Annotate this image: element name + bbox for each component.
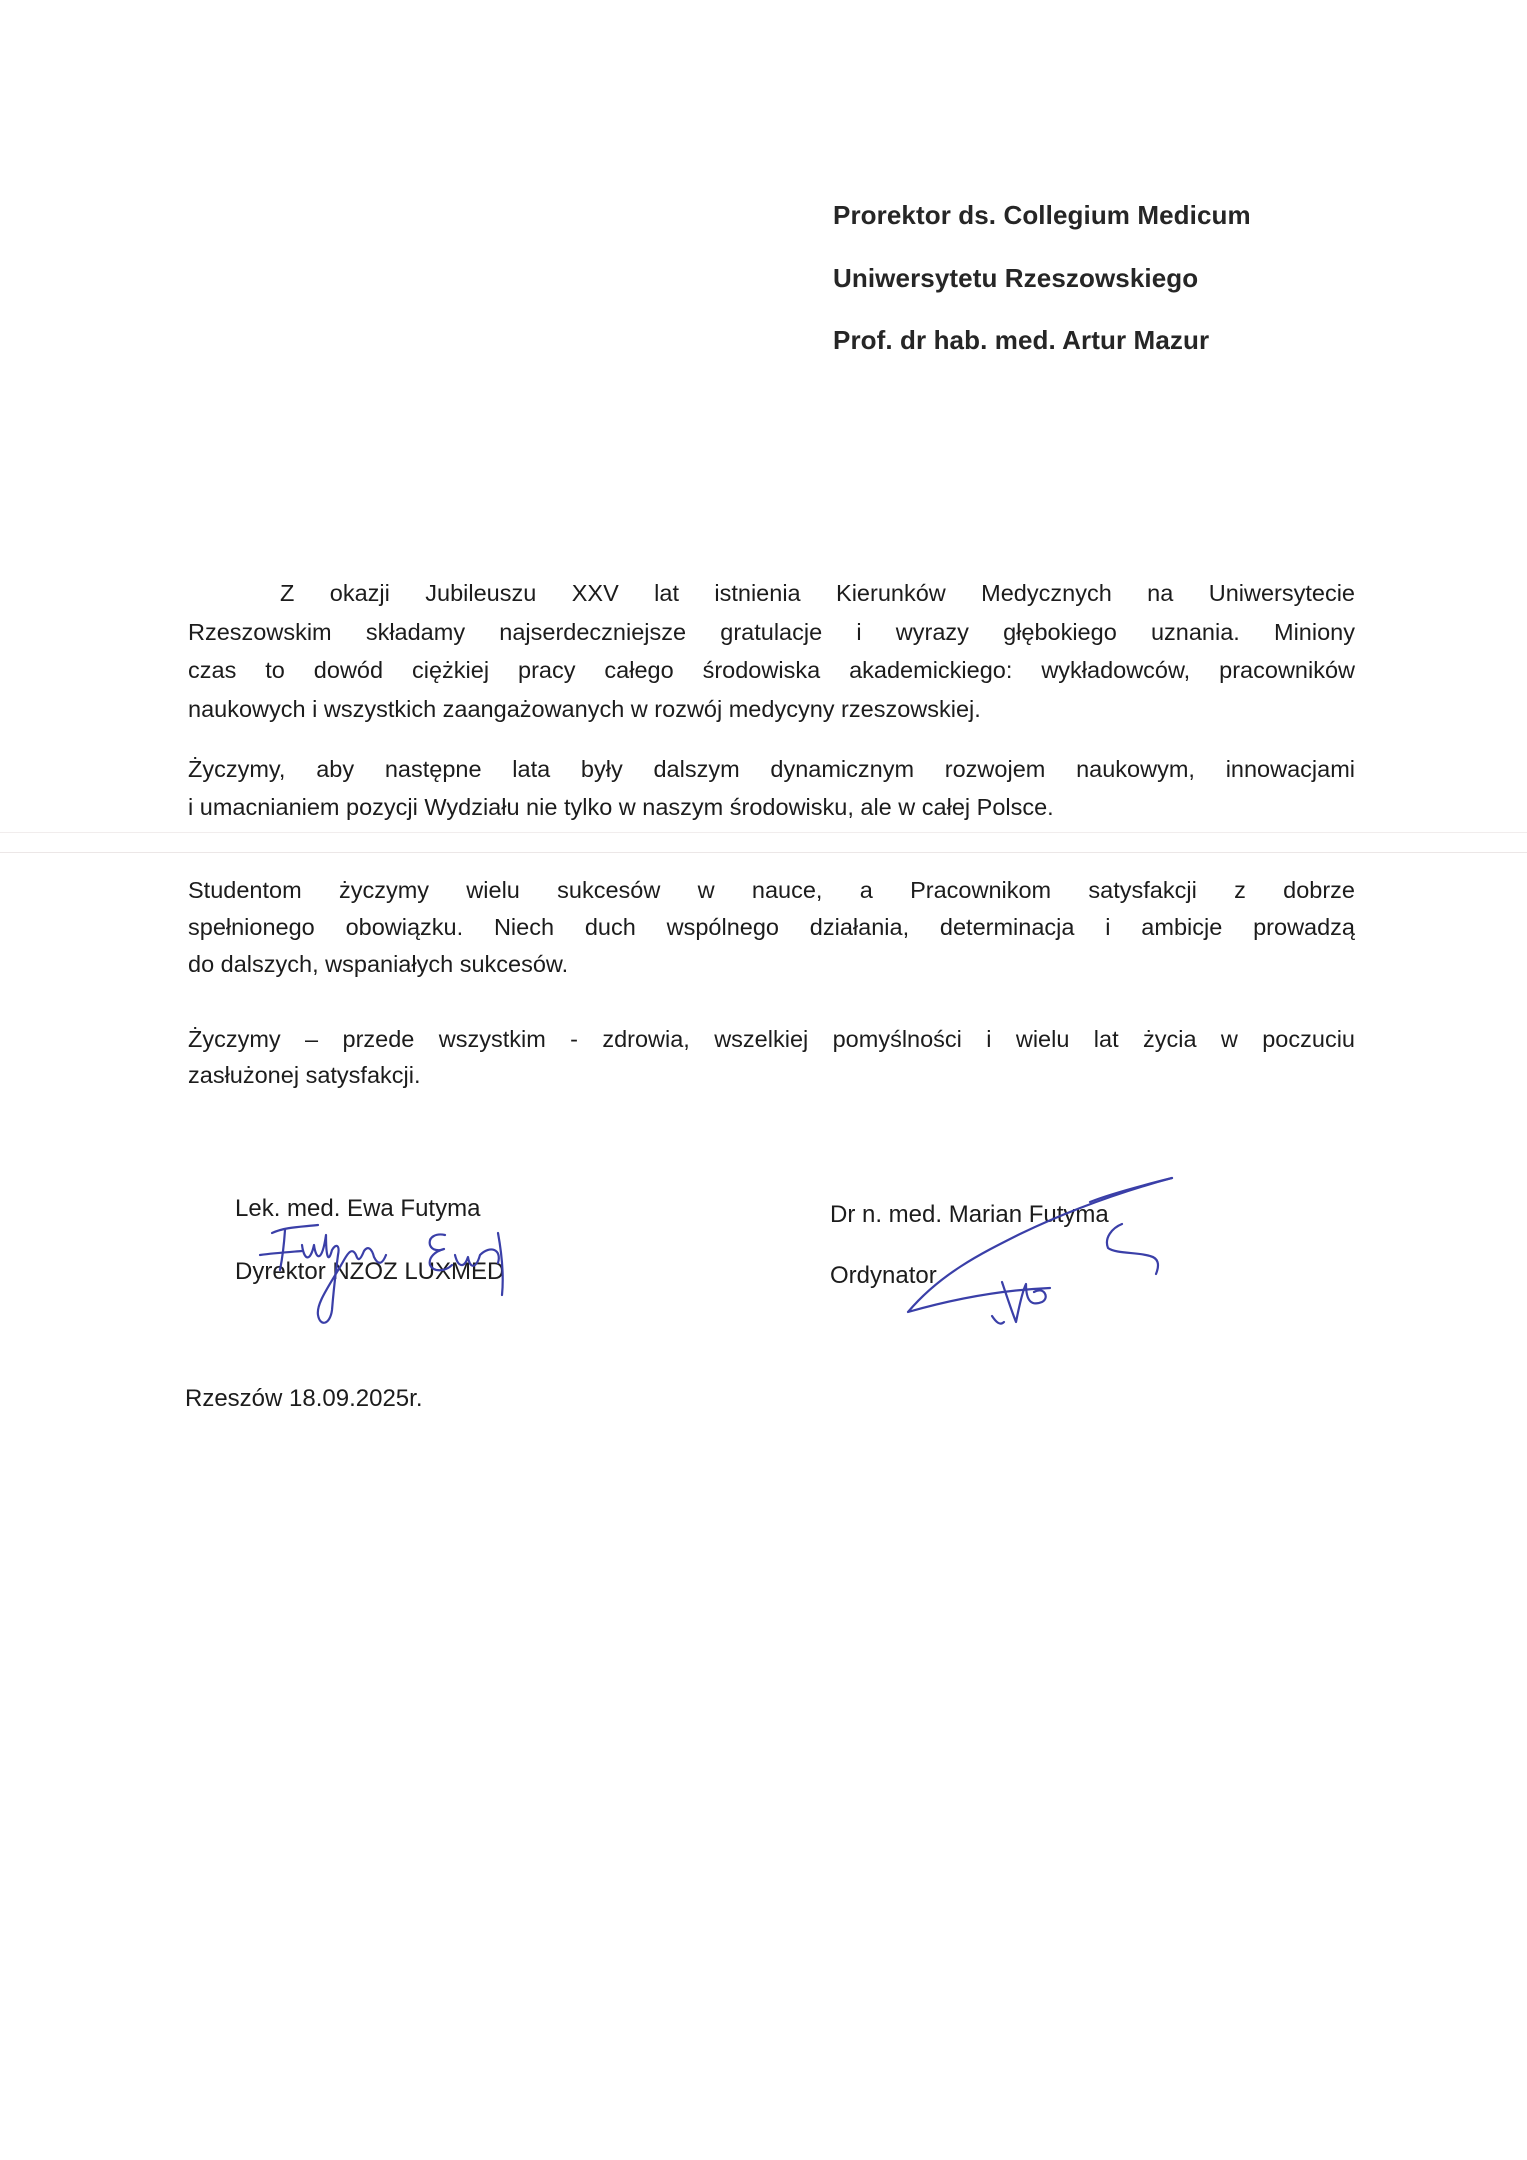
paragraph-line: Studentom życzymy wielu sukcesów w nauce, a Pracownikom satysfakcji z dobrze <box>188 877 1355 903</box>
paragraph-line: Z okazji Jubileuszu XXV lat istnienia Kierunków Medycznych na Uniwersytecie <box>280 580 1355 606</box>
signatory-name-left: Lek. med. Ewa Futyma <box>235 1195 481 1222</box>
place-and-date: Rzeszów 18.09.2025r. <box>185 1385 423 1412</box>
paragraph-line: do dalszych, wspaniałych sukcesów. <box>188 951 569 977</box>
paragraph-line: Życzymy, aby następne lata były dalszym dynamicznym rozwojem naukowym, innowacjami <box>188 756 1355 782</box>
signatory-title-left: Dyrektor NZOZ LUXMED <box>235 1258 505 1285</box>
recipient-title: Prorektor ds. Collegium Medicum <box>833 200 1251 230</box>
scan-artifact-line <box>0 852 1527 853</box>
paragraph-line: naukowych i wszystkich zaangażowanych w rozwój medycyny rzeszowskiej. <box>188 696 981 722</box>
paragraph-line: czas to dowód ciężkiej pracy całego środowiska akademickiego: wykładowców, pracowników <box>188 657 1355 683</box>
paragraph-line: Rzeszowskim składamy najserdeczniejsze gratulacje i wyrazy głębokiego uznania. Miniony <box>188 619 1355 645</box>
recipient-name: Prof. dr hab. med. Artur Mazur <box>833 325 1210 355</box>
paragraph-line: Życzymy – przede wszystkim - zdrowia, wszelkiej pomyślności i wielu lat życia w poczuciu <box>188 1026 1355 1052</box>
handwritten-signature-right <box>890 1172 1220 1332</box>
paragraph-line: zasłużonej satysfakcji. <box>188 1062 421 1088</box>
recipient-institution: Uniwersytetu Rzeszowskiego <box>833 263 1199 293</box>
paragraph-line: spełnionego obowiązku. Niech duch wspólnego działania, determinacja i ambicje prowadzą <box>188 914 1355 940</box>
signatory-title-right: Ordynator <box>830 1262 937 1289</box>
signatory-name-right: Dr n. med. Marian Futyma <box>830 1201 1109 1228</box>
scan-artifact-line <box>0 832 1527 833</box>
paragraph-line: i umacnianiem pozycji Wydziału nie tylko w naszym środowisku, ale w całej Polsce. <box>188 794 1054 820</box>
handwritten-signature-left <box>240 1215 560 1345</box>
